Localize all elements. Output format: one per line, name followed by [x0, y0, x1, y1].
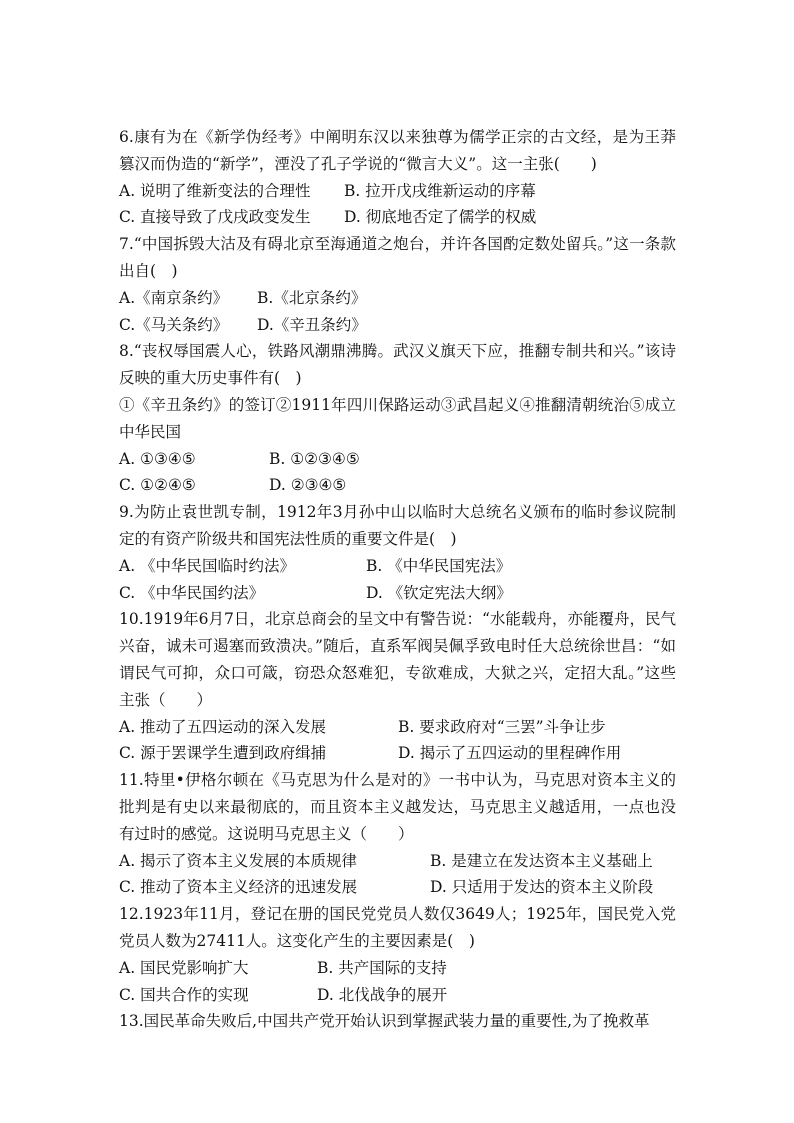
options-row: [119, 955, 676, 982]
option-b: B. ①②③④⑤: [269, 449, 360, 468]
option-b: B. 拉开戊戌维新运动的序幕: [344, 181, 536, 200]
question-12: [119, 901, 676, 1008]
options-row: [119, 740, 676, 767]
option-a: A. ①③④⑤: [119, 449, 196, 468]
option-a: A. 揭示了资本主义发展的本质规律: [119, 851, 358, 870]
options-row: [119, 982, 676, 1009]
option-b: B. 要求政府对“三罢”斗争让步: [398, 717, 606, 736]
options-row: [119, 848, 676, 875]
options-row: [119, 312, 676, 339]
question-stem: 13.国民革命失败后,中国共产党开始认识到掌握武装力量的重要性,为了挽救革: [119, 1012, 650, 1031]
question-stem: 10.1919年6月7日，北京总商会的呈文中有警告说：“水能载舟，亦能覆舟，民气兴奋，诚未可遏塞而致溃决。”随后，直系军阀吴佩孚致电时任大总统徐世昌：“如谓民气可抑，众口可箴，窃恐众怒难犯，专欲难成，大狱之兴，定招大乱。”这些主张（ ）: [119, 610, 676, 709]
question-stem: 7.“中国拆毁大沽及有碍北京至海通道之炮台，并许各国酌定数处留兵。”这一条款出自( ): [119, 235, 676, 280]
option-d: D. 北伐战争的展开: [317, 985, 448, 1004]
option-a: A.《南京条约》: [119, 288, 229, 307]
option-c: C. 国共合作的实现: [119, 985, 249, 1004]
question-stem: 8.“丧权辱国震人心，铁路风潮鼎沸腾。武汉义旗天下应，推翻专制共和兴。”该诗反映的重大历史事件有( ): [119, 342, 676, 388]
options-row: [119, 580, 676, 607]
exam-page: [119, 124, 676, 1035]
question-statements: ①《辛丑条约》的签订②1911年四川保路运动③武昌起义④推翻清朝统治⑤成立中华民国: [119, 395, 676, 441]
question-stem: 9.为防止袁世凯专制，1912年3月孙中山以临时大总统名义颁布的临时参议院制定的有资产阶级共和国宪法性质的重要文件是( ): [119, 503, 676, 548]
option-d: D. 《钦定宪法大纲》: [366, 583, 512, 602]
question-stem: 11.特里•伊格尔顿在《马克思为什么是对的》一书中认为，马克思对资本主义的批判是有史以来最彻底的，而且资本主义越发达，马克思主义越适用，一点也没有过时的感觉。这说明马克思主义（ ）: [119, 771, 676, 843]
option-a: A. 推动了五四运动的深入发展: [119, 717, 327, 736]
options-row: [119, 204, 676, 231]
option-a: A. 《中华民国临时约法》: [119, 556, 296, 575]
option-d: D.《辛丑条约》: [257, 315, 367, 334]
option-a: A. 国民党影响扩大: [119, 958, 249, 977]
options-row: [119, 472, 676, 499]
options-row: [119, 874, 676, 901]
option-c: C. 直接导致了戊戌政变发生: [119, 208, 311, 227]
question-6: [119, 124, 676, 231]
option-b: B. 《中华民国宪法》: [366, 556, 512, 575]
options-row: [119, 553, 676, 580]
option-c: C. ①②④⑤: [119, 476, 196, 495]
option-c: C. 《中华民国约法》: [119, 583, 265, 602]
option-d: D. 彻底地否定了儒学的权威: [344, 208, 537, 227]
question-9: [119, 499, 676, 606]
option-b: B.《北京条约》: [257, 288, 367, 307]
option-b: B. 共产国际的支持: [317, 958, 447, 977]
option-d: D. 揭示了五四运动的里程碑作用: [398, 744, 622, 763]
options-row: [119, 714, 676, 741]
option-b: B. 是建立在发达资本主义基础上: [430, 851, 653, 870]
options-row: [119, 178, 676, 205]
option-d: D. ②③④⑤: [269, 476, 347, 495]
question-stem: 6.康有为在《新学伪经考》中阐明东汉以来独尊为儒学正宗的古文经，是为王莽篡汉而伪造的“新学”，湮没了孔子学说的“微言大义”。这一主张( ): [119, 128, 676, 173]
options-row: [119, 285, 676, 312]
question-stem: 12.1923年11月，登记在册的国民党党员人数仅3649人；1925年，国民党入党党员人数为27411人。这变化产生的主要因素是( ): [119, 905, 676, 950]
question-11: [119, 767, 676, 901]
question-7: [119, 231, 676, 338]
question-8: [119, 338, 676, 499]
options-row: [119, 446, 676, 473]
question-13: [119, 1008, 676, 1035]
option-c: C. 推动了资本主义经济的迅速发展: [119, 878, 358, 897]
option-d: D. 只适用于发达的资本主义阶段: [430, 878, 654, 897]
option-c: C. 源于罢课学生遭到政府缉捕: [119, 744, 327, 763]
option-c: C.《马关条约》: [119, 315, 229, 334]
question-10: [119, 606, 676, 767]
option-a: A. 说明了维新变法的合理性: [119, 181, 311, 200]
